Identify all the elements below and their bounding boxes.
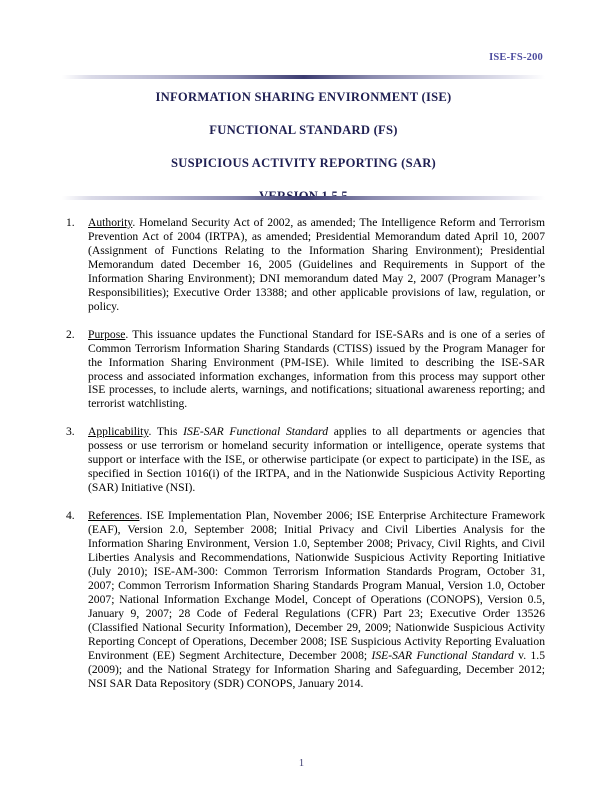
- section-italic-title: ISE-SAR Functional Standard: [371, 648, 514, 662]
- section-lead-in: References: [88, 509, 140, 523]
- section-body-text-pre: . This: [148, 425, 184, 439]
- section-lead-in: Applicability: [88, 425, 149, 439]
- page-footer: [0, 753, 603, 771]
- title-line-standard-type: FUNCTIONAL STANDARD (FS): [209, 123, 398, 138]
- section-body-text-post: applies to all departments or agencies that possess or use terrorism or homeland security information or intelligence, operate systems that support or interface with the ISE, or otherwise participate (or expect to participate) in the ISE, as specified in Section 1016(i) of the IRTPA, and in the Nationwide Suspicious Activity Reporting (SAR) Initiative (NSI).: [88, 425, 545, 495]
- section-purpose: [62, 328, 545, 412]
- section-lead-in: Authority: [88, 216, 133, 229]
- section-number: 4.: [66, 509, 75, 523]
- header-divider-bottom: [62, 196, 545, 200]
- page-number: 1: [298, 758, 305, 769]
- document-body: [62, 216, 545, 691]
- section-applicability: [62, 425, 545, 495]
- document-title-block: [62, 91, 545, 203]
- section-lead-in: Purpose: [88, 327, 126, 341]
- section-number: 1.: [66, 216, 75, 229]
- title-line-organization: INFORMATION SHARING ENVIRONMENT (ISE): [155, 90, 452, 104]
- document-id-label: ISE-FS-200: [489, 52, 543, 63]
- section-body-text-post: v. 1.5 (2009); and the National Strategy for Information Sharing and Safeguarding, December 2012; NSI SAR Data Repository (SDR) CONOPS, January 2014.: [88, 648, 545, 690]
- section-body-text: . This issuance updates the Functional Standard for ISE-SARs and is one of a series of Common Terrorism Information Sharing Standards (CTISS) issued by the Program Manager for the Information Sharing Environment (PM-ISE). While limited to describing the ISE-SAR process and associated information exchanges, information from this process may support other ISE processes, to include alerts, warnings, and notifications; situational awareness reporting; and terrorist watchlisting.: [88, 327, 545, 411]
- document-header: [62, 47, 543, 65]
- section-body-text: . Homeland Security Act of 2002, as amended; The Intelligence Reform and Terrorism Prevention Act of 2004 (IRTPA), as amended; Presidential Memorandum dated April 10, 2007 (Assignment of Functions Relating to the Information Sharing Environment); Presidential Memorandum dated December 16, 2005 (Guidelines and Requirements in Support of the Information Sharing Environment); DNI memorandum dated May 2, 2007 (Program Manager’s Responsibilities); Executive Order 13388; and other applicable provisions of law, regulation, or policy.: [88, 216, 545, 313]
- section-italic-title: ISE-SAR Functional Standard: [183, 425, 329, 439]
- header-divider-top: [62, 75, 545, 79]
- section-authority: [62, 216, 545, 314]
- section-references: [62, 509, 545, 690]
- section-number: 3.: [66, 425, 75, 439]
- section-body-text-pre: . ISE Implementation Plan, November 2006; ISE Enterprise Architecture Framework (EAF), Version 2.0, September 2008; Initial Privacy and Civil Liberties Analysis for the Information Sharing Environment, Version 1.0, September 2008; Privacy, Civil Rights, and Civil Liberties Analysis and Recommendations, Nationwide Suspicious Activity Reporting Initiative (July 2010); ISE-AM-300: Common Terrorism Information Standards Program, October 31, 2007; Common Terrorism Information Sharing Standards Program Manual, Version 1.0, October 2007; National Information Exchange Model, Concept of Operations (CONOPS), Version 0.5, January 9, 2007; 28 Code of Federal Regulations (CFR) Part 23; Executive Order 13526 (Classified National Security Information), December 29, 2009; Nationwide Suspicious Activity Reporting Concept of Operations, December 2008; ISE Suspicious Activity Reporting Evaluation Environment (EE) Segment Architecture, December 2008;: [88, 509, 545, 662]
- section-number: 2.: [66, 327, 75, 341]
- title-line-subject: SUSPICIOUS ACTIVITY REPORTING (SAR): [170, 156, 436, 171]
